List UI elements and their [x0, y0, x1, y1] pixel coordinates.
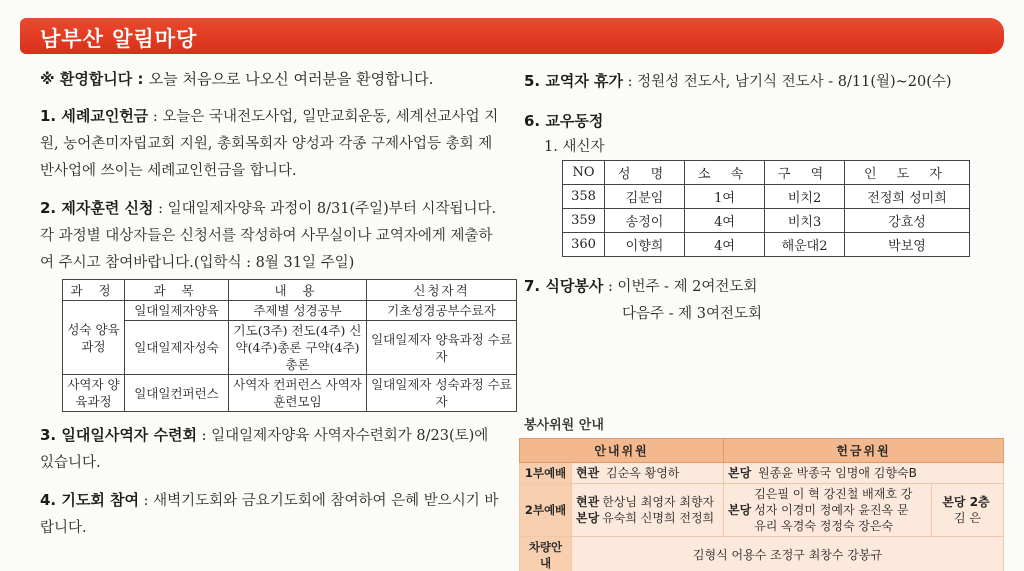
table-row	[63, 321, 517, 375]
item4-head: 4. 기도회 참여	[40, 491, 140, 509]
cell-text: 김 은	[954, 511, 981, 525]
page-banner	[20, 18, 1004, 54]
item6-head: 6. 교우동정	[524, 112, 604, 130]
table-header-row	[563, 161, 970, 185]
table-row	[520, 484, 1004, 537]
new-members-table	[562, 160, 970, 257]
table-cell: 해운대2	[765, 233, 845, 257]
table-cell: 기도(3주) 전도(4주) 신약(4주)총론 구약(4주)총론	[229, 321, 367, 375]
table-header: NO	[563, 161, 605, 185]
table-header: 내 용	[229, 280, 367, 301]
row-label: 2부예배	[520, 484, 572, 537]
table-cell: 김분임	[605, 185, 685, 209]
row-label: 차량안내	[520, 537, 572, 571]
item7-line1: : 이번주 - 제 2여전도회	[607, 279, 758, 295]
notice-item-1	[40, 103, 505, 185]
table-row	[520, 537, 1004, 571]
table-row	[563, 209, 970, 233]
table-header: 신청자격	[367, 280, 517, 301]
item1-text: : 오늘은 국내전도사업, 일만교회운동, 세계선교사업 지원, 농어촌미자립교회 지원, 총회목회자 양성과 각종 구제사업등 총회 제반사업에 쓰이는 세례교인헌금을 합니다.	[40, 109, 499, 179]
table-cell	[724, 463, 1004, 484]
cell-tag: 본당	[728, 466, 752, 480]
new-members-subtitle: 1. 새신자	[544, 139, 605, 155]
welcome-mark: ※	[40, 70, 55, 88]
cell-tag: 본당 2층	[942, 495, 990, 509]
cell-text: 원종윤 박종국 임명애 김향숙B	[758, 466, 917, 480]
table-cell: 일대일제자양육	[125, 301, 229, 321]
item7-head: 7. 식당봉사	[524, 277, 604, 295]
cell-text: 김순옥 황영하	[606, 466, 680, 480]
discipleship-table	[62, 279, 517, 412]
table-row	[63, 301, 517, 321]
table-cell: 김형식 어용수 조정구 최창수 강봉규	[572, 537, 1004, 571]
table-row	[520, 463, 1004, 484]
table-header-row	[520, 439, 1004, 463]
cell-text: 김은필 이 혁 강진철 배재호 강성자 이경미 정예자 윤진옥 문유리 옥경숙 정정숙 장은숙	[754, 487, 913, 533]
table-header: 성 명	[605, 161, 685, 185]
cell-tag: 본당	[728, 503, 752, 517]
table-cell: 사역자 양육과정	[63, 375, 125, 412]
table-cell	[932, 484, 1004, 537]
table-cell: 일대일제자성숙	[125, 321, 229, 375]
table-cell: 358	[563, 185, 605, 209]
table-cell: 360	[563, 233, 605, 257]
table-header: 과 정	[63, 280, 125, 301]
table-cell: 일대일제자 성숙과정 수료자	[367, 375, 517, 412]
table-cell: 비치2	[765, 185, 845, 209]
table-header: 안내위원	[520, 439, 724, 463]
table-header: 과 목	[125, 280, 229, 301]
item3-head: 3. 일대일사역자 수련회	[40, 426, 197, 444]
row-label: 1부예배	[520, 463, 572, 484]
table-cell	[572, 484, 724, 537]
cell-text: 한상님 최영자 최향자	[602, 495, 715, 509]
welcome-label: 환영합니다 :	[59, 70, 144, 88]
left-column	[40, 68, 512, 552]
table-cell: 사역자 컨퍼런스 사역자 훈련모임	[229, 375, 367, 412]
item7-line2: 다음주 - 제 3여전도회	[622, 306, 763, 322]
banner-title: 남부산 알림마당	[40, 27, 198, 51]
item2-head: 2. 제자훈련 신청	[40, 199, 154, 217]
table-cell: 4여	[685, 209, 765, 233]
item5-head: 5. 교역자 휴가	[524, 72, 624, 90]
notice-item-4	[40, 487, 505, 542]
notice-item-5	[524, 68, 1004, 96]
item1-head: 1. 세례교인헌금	[40, 107, 149, 125]
table-row	[563, 185, 970, 209]
welcome-notice	[40, 68, 505, 89]
table-cell: 강효성	[845, 209, 970, 233]
cell-text: 유숙희 신명희 전정희	[602, 511, 715, 525]
volunteers-table	[519, 438, 1004, 571]
table-cell: 박보영	[845, 233, 970, 257]
table-cell: 1여	[685, 185, 765, 209]
cell-tag: 현관	[576, 466, 600, 480]
volunteers-title: 봉사위원 안내	[524, 418, 604, 433]
notice-item-2	[40, 195, 505, 277]
table-cell	[724, 484, 931, 536]
table-cell: 성숙 양육과정	[63, 301, 125, 375]
table-cell: 일대일컨퍼런스	[125, 375, 229, 412]
table-header: 인 도 자	[845, 161, 970, 185]
cell-tag: 본당	[576, 511, 600, 525]
item4-text: : 새벽기도회와 금요기도회에 참여하여 은혜 받으시기 바랍니다.	[40, 493, 499, 536]
table-cell: 비치3	[765, 209, 845, 233]
table-header-row	[63, 280, 517, 301]
table-cell: 전정희 성미희	[845, 185, 970, 209]
item2-text: : 일대일제자양육 과정이 8/31(주일)부터 시작됩니다. 각 과정별 대상자들은 신청서를 작성하여 사무실이나 교역자에게 제출하여 주시고 참여바랍니다.(입학식 : 8월 31일 주일)	[40, 201, 497, 271]
table-cell: 일대일제자 양육과정 수료자	[367, 321, 517, 375]
table-row	[563, 233, 970, 257]
table-cell: 4여	[685, 233, 765, 257]
item3-text: : 일대일제자양육 사역자수련회가 8/23(토)에 있습니다.	[40, 428, 489, 471]
cell-tag: 현관	[576, 495, 600, 509]
notice-item-6	[524, 108, 1004, 158]
table-cell: 이향희	[605, 233, 685, 257]
notice-item-7	[524, 273, 1004, 328]
item5-text: : 정원성 전도사, 남기식 전도사 - 8/11(월)~20(수)	[627, 74, 952, 90]
table-cell: 기초성경공부수료자	[367, 301, 517, 321]
notice-item-3	[40, 422, 505, 477]
table-cell	[572, 463, 724, 484]
table-row	[63, 375, 517, 412]
table-header: 구 역	[765, 161, 845, 185]
table-cell: 송정이	[605, 209, 685, 233]
table-header: 소 속	[685, 161, 765, 185]
table-header: 헌금위원	[724, 439, 1004, 463]
table-cell: 359	[563, 209, 605, 233]
table-cell: 주제별 성경공부	[229, 301, 367, 321]
welcome-text: 오늘 처음으로 나오신 여러분을 환영합니다.	[148, 70, 434, 88]
right-column	[524, 68, 1004, 328]
